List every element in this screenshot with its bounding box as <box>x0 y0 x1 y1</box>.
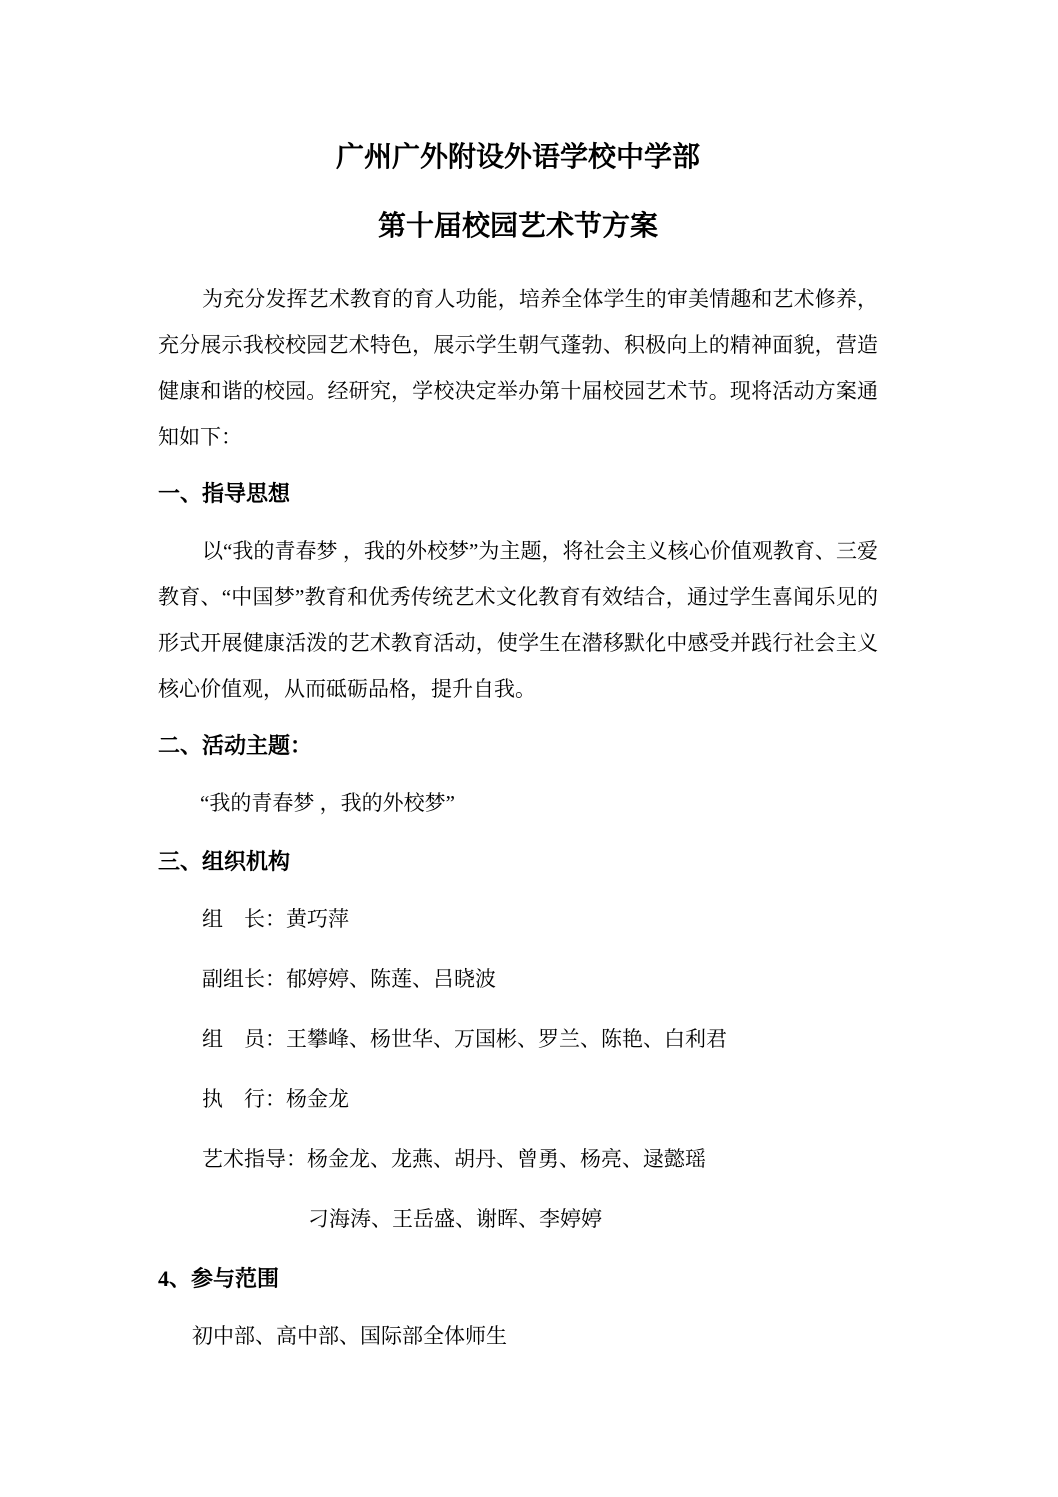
heading-activity-theme: 二、活动主题： <box>158 733 313 758</box>
role-label: 执 行： <box>202 1087 286 1111</box>
role-line-art-advisors-continued <box>158 1196 878 1242</box>
heading-participation-scope: 4、参与范围 <box>158 1266 280 1291</box>
participation-scope-text: 初中部、高中部、国际部全体师生 <box>192 1324 507 1348</box>
doc-title: 广州广外附设外语学校中学部 <box>335 142 700 173</box>
role-names: 杨金龙 <box>286 1087 349 1111</box>
role-names: 郁婷婷、陈莲、吕晓波 <box>286 967 496 991</box>
role-label: 副组长： <box>202 967 286 991</box>
intro-paragraph: 为充分发挥艺术教育的育人功能，培养全体学生的审美情趣和艺术修养，充分展示我校校园艺术特色，展示学生朝气蓬勃、积极向上的精神面貌，营造健康和谐的校园。经研究，学校决定举办第十届校园艺术节。现将活动方案通知如下： <box>158 287 878 449</box>
role-line-art-advisors <box>158 1136 878 1182</box>
role-line-executor <box>158 1076 878 1122</box>
doc-subtitle: 第十届校园艺术节方案 <box>377 211 658 242</box>
heading-guiding-ideology: 一、指导思想 <box>158 481 291 506</box>
role-line-leader <box>158 896 878 942</box>
role-line-members <box>158 1016 878 1062</box>
role-names: 黄巧萍 <box>286 907 349 931</box>
role-names: 刁海涛、王岳盛、谢晖、李婷婷 <box>308 1207 602 1231</box>
role-names: 王攀峰、杨世华、万国彬、罗兰、陈艳、白利君 <box>286 1027 727 1051</box>
role-names: 杨金龙、龙燕、胡丹、曾勇、杨亮、逯懿瑶 <box>307 1147 706 1171</box>
role-label: 艺术指导： <box>202 1147 307 1171</box>
activity-theme-quote: “我的青春梦 ，我的外校梦” <box>200 791 455 815</box>
role-label: 组 员： <box>202 1027 286 1051</box>
role-label: 组 长： <box>202 907 286 931</box>
guiding-ideology-paragraph: 以“我的青春梦 ，我的外校梦”为主题，将社会主义核心价值观教育、三爱教育、“中国梦”教育和优秀传统艺术文化教育有效结合，通过学生喜闻乐见的形式开展健康活泼的艺术教育活动，使学生在潜移默化中感受并践行社会主义核心价值观，从而砥砺品格，提升自我。 <box>158 539 878 701</box>
role-line-deputy-leaders <box>158 956 878 1002</box>
heading-organization: 三、组织机构 <box>158 849 291 874</box>
